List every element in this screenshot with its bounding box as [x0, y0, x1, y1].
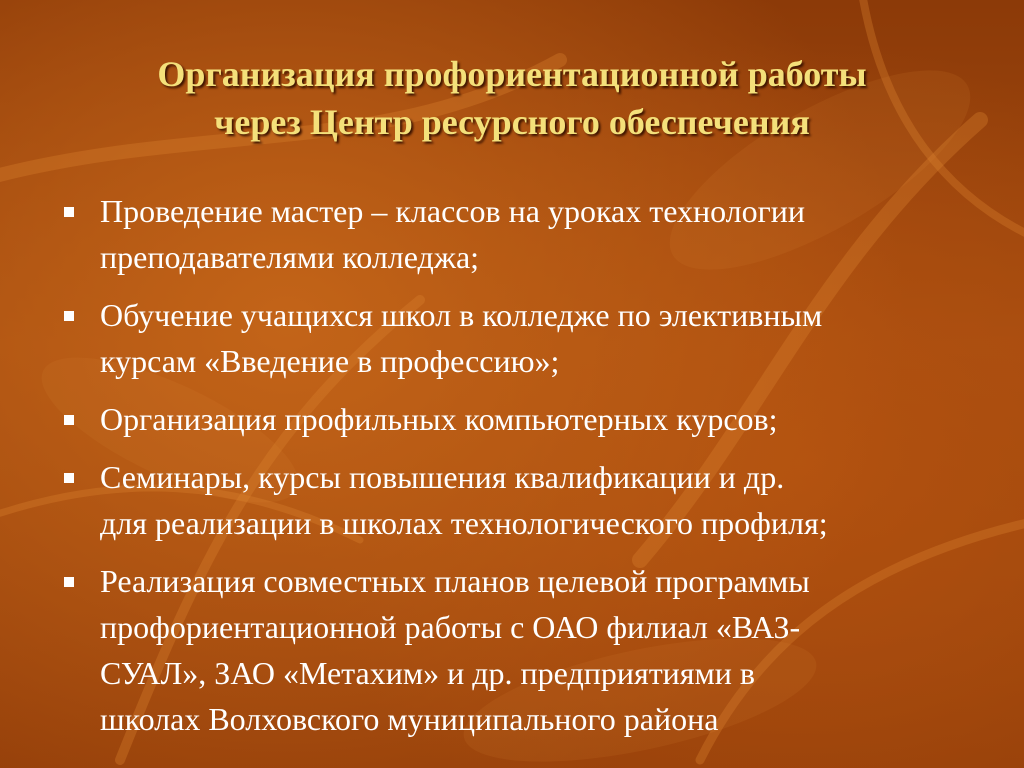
bullet-item — [60, 454, 1010, 546]
slide-title-line: через Центр ресурсного обеспечения — [214, 102, 810, 142]
bullet-item — [60, 558, 1010, 742]
bullet-item — [60, 396, 1010, 442]
bullet-line: школах Волховского муниципального района — [100, 701, 719, 737]
bullet-list — [60, 188, 1010, 754]
bullet-item — [60, 292, 1010, 384]
bullet-line: Организация профильных компьютерных курсов; — [100, 401, 778, 437]
bullet-line: Обучение учащихся школ в колледже по элективным — [100, 297, 823, 333]
bullet-item — [60, 188, 1010, 280]
bullet-line: для реализации в школах технологического профиля; — [100, 505, 828, 541]
bullet-line: Семинары, курсы повышения квалификации и др. — [100, 459, 785, 495]
bullet-line: Реализация совместных планов целевой программы — [100, 563, 810, 599]
square-bullet-icon — [64, 207, 74, 217]
bullet-line: преподавателями колледжа; — [100, 239, 480, 275]
bullet-line: профориентационной работы с ОАО филиал «ВАЗ- — [100, 609, 801, 645]
square-bullet-icon — [64, 473, 74, 483]
bullet-line: Проведение мастер – классов на уроках технологии — [100, 193, 806, 229]
slide-title-line: Организация профориентационной работы — [157, 54, 867, 94]
square-bullet-icon — [64, 415, 74, 425]
bullet-line: СУАЛ», ЗАО «Метахим» и др. предприятиями в — [100, 655, 755, 691]
bullet-line: курсам «Введение в профессию»; — [100, 343, 560, 379]
square-bullet-icon — [64, 311, 74, 321]
slide-title — [40, 50, 984, 146]
square-bullet-icon — [64, 577, 74, 587]
